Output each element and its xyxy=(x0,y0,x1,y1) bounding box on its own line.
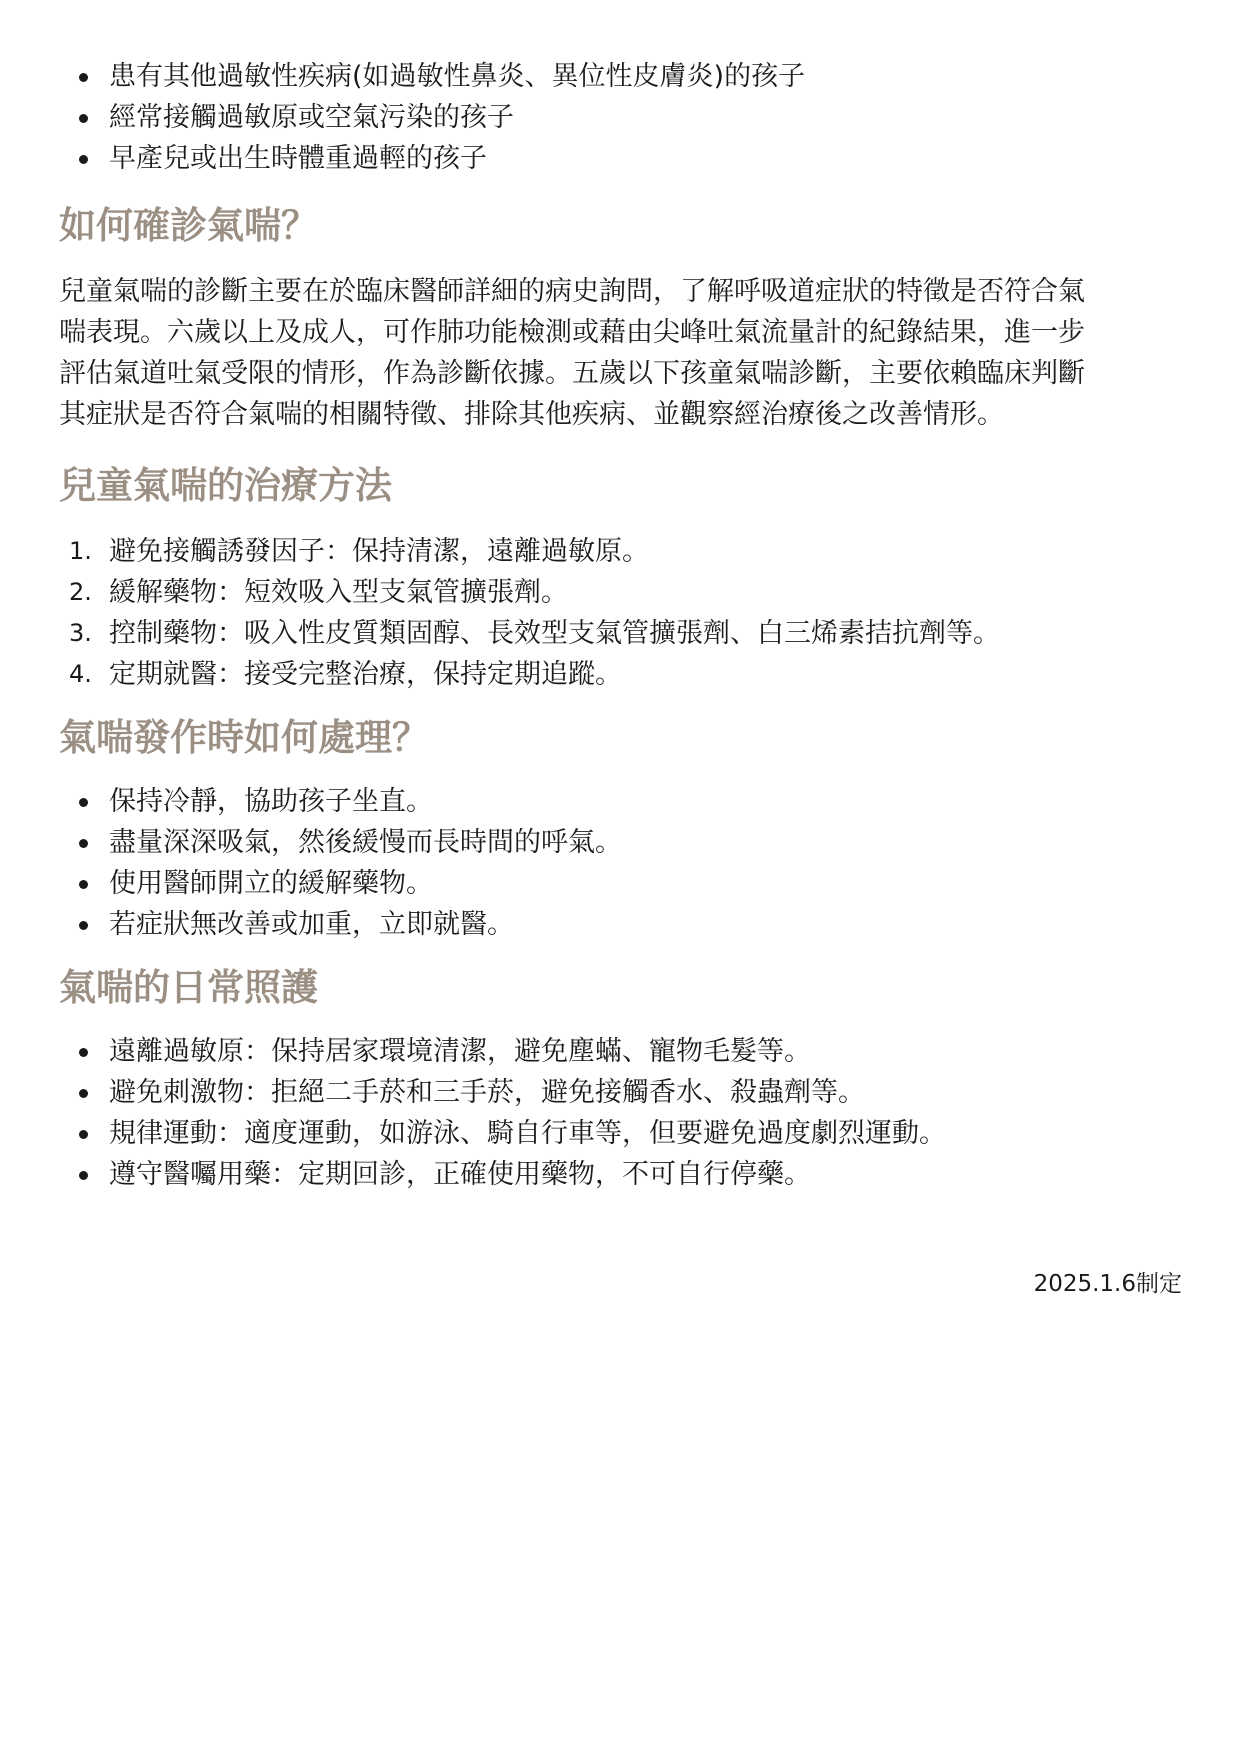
list-item-text: 盡量深深吸氣，然後緩慢而長時間的呼氣。 xyxy=(109,827,622,858)
list-item-text: 早產兒或出生時體重過輕的孩子 xyxy=(109,143,487,174)
list-item-text: 緩解藥物：短效吸入型支氣管擴張劑。 xyxy=(109,577,568,608)
list-item-text: 定期就醫：接受完整治療，保持定期追蹤。 xyxy=(109,659,622,690)
list-item-text: 避免接觸誘發因子：保持清潔，遠離過敏原。 xyxy=(109,536,649,567)
attack-list xyxy=(59,781,1179,945)
list-number: 1. xyxy=(69,537,92,565)
list-item xyxy=(59,1154,1179,1195)
list-item xyxy=(59,863,1179,904)
list-item xyxy=(59,904,1179,945)
bullet-icon xyxy=(79,155,88,164)
paragraph-line: 喘表現。六歲以上及成人，可作肺功能檢測或藉由尖峰吐氣流量計的紀錄結果，進一步 xyxy=(59,317,1085,348)
revision-date: 2025.1.6制定 xyxy=(1033,1271,1182,1297)
bullet-icon xyxy=(79,73,88,82)
list-item-text: 控制藥物：吸入性皮質類固醇、長效型支氣管擴張劑、白三烯素拮抗劑等。 xyxy=(109,618,1000,649)
list-item xyxy=(59,1113,1179,1154)
list-item xyxy=(59,1031,1179,1072)
list-item-text: 經常接觸過敏原或空氣污染的孩子 xyxy=(109,102,514,133)
care-heading: 氣喘的日常照護 xyxy=(59,966,318,1009)
bullet-icon xyxy=(79,1130,88,1139)
list-item xyxy=(59,531,1179,572)
list-item xyxy=(59,138,1179,179)
diagnosis-heading: 如何確診氣喘？ xyxy=(59,204,318,247)
list-item-text: 遠離過敏原：保持居家環境清潔，避免塵蟎、寵物毛髮等。 xyxy=(109,1036,811,1067)
bullet-icon xyxy=(79,1048,88,1057)
list-number: 3. xyxy=(69,619,92,647)
list-item xyxy=(59,654,1179,695)
document-page xyxy=(59,56,1179,1195)
list-number: 2. xyxy=(69,578,92,606)
list-item-text: 若症狀無改善或加重，立即就醫。 xyxy=(109,909,514,940)
bullet-icon xyxy=(79,839,88,848)
list-item xyxy=(59,1072,1179,1113)
list-item xyxy=(59,56,1179,97)
list-item-text: 保持冷靜，協助孩子坐直。 xyxy=(109,786,433,817)
bullet-icon xyxy=(79,921,88,930)
list-item xyxy=(59,572,1179,613)
paragraph-line: 兒童氣喘的診斷主要在於臨床醫師詳細的病史詢問，了解呼吸道症狀的特徵是否符合氣 xyxy=(59,276,1085,307)
list-item-text: 患有其他過敏性疾病(如過敏性鼻炎、異位性皮膚炎)的孩子 xyxy=(109,61,806,92)
care-list xyxy=(59,1031,1179,1195)
list-item xyxy=(59,613,1179,654)
list-item xyxy=(59,822,1179,863)
bullet-icon xyxy=(79,798,88,807)
diagnosis-paragraph xyxy=(59,271,1179,435)
bullet-icon xyxy=(79,1171,88,1180)
list-item-text: 規律運動：適度運動，如游泳、騎自行車等，但要避免過度劇烈運動。 xyxy=(109,1118,946,1149)
bullet-icon xyxy=(79,114,88,123)
bullet-icon xyxy=(79,1089,88,1098)
risk-group-list xyxy=(59,56,1179,179)
attack-heading: 氣喘發作時如何處理？ xyxy=(59,716,429,759)
list-item-text: 使用醫師開立的緩解藥物。 xyxy=(109,868,433,899)
paragraph-line: 評估氣道吐氣受限的情形，作為診斷依據。五歲以下孩童氣喘診斷，主要依賴臨床判斷 xyxy=(59,358,1085,389)
list-number: 4. xyxy=(69,660,92,688)
treatment-list xyxy=(59,531,1179,695)
list-item xyxy=(59,97,1179,138)
list-item-text: 遵守醫囑用藥：定期回診，正確使用藥物，不可自行停藥。 xyxy=(109,1159,811,1190)
paragraph-line: 其症狀是否符合氣喘的相關特徵、排除其他疾病、並觀察經治療後之改善情形。 xyxy=(59,399,1004,430)
list-item-text: 避免刺激物：拒絕二手菸和三手菸，避免接觸香水、殺蟲劑等。 xyxy=(109,1077,865,1108)
bullet-icon xyxy=(79,880,88,889)
treatment-heading: 兒童氣喘的治療方法 xyxy=(59,464,392,507)
list-item xyxy=(59,781,1179,822)
